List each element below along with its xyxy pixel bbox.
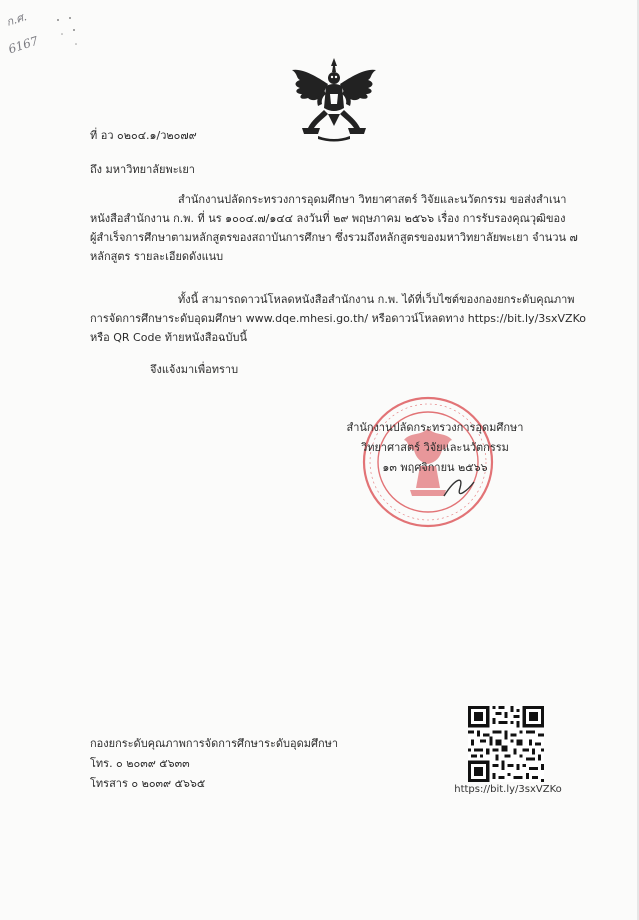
qr-code-link[interactable]: https://bit.ly/3sxVZKo [454, 784, 562, 795]
signature-office-line-1: สำนักงานปลัดกระทรวงการอุดมศึกษา [346, 421, 524, 434]
footer-phone: โทร. ๐ ๒๐๓๙ ๕๖๓๓ [90, 757, 190, 770]
footer-fax: โทรสาร ๐ ๒๐๓๙ ๕๖๖๕ [90, 777, 206, 790]
body-paragraph-1-line-2: หนังสือสำนักงาน ก.พ. ที่ นร ๑๐๐๔.๗/๑๔๔ ลงวันที่ ๒๙ พฤษภาคม ๒๕๖๖ เรื่อง การรับรองคุณวุฒิของ [90, 212, 566, 225]
closing-line: จึงแจ้งมาเพื่อทราบ [150, 363, 239, 376]
body-paragraph-1-line-3: ผู้สำเร็จการศึกษาตามหลักสูตรของสถาบันการศึกษา ซึ่งรวมถึงหลักสูตรของมหาวิทยาลัยพะเยา จำนวน ๗ [90, 231, 578, 244]
signature-date: ๑๓ พฤศจิกายน ๒๕๖๖ [382, 461, 488, 474]
body-paragraph-1-line-4: หลักสูตร รายละเอียดดังแนบ [90, 250, 224, 263]
signature-office-line-2: วิทยาศาสตร์ วิจัยและนวัตกรรม [361, 441, 509, 454]
body-paragraph-2-line-2: การจัดการศึกษาระดับอุดมศึกษา www.dqe.mhesi.go.th/ หรือดาวน์โหลดทาง https://bit.ly/3sxVZKo [90, 312, 586, 325]
body-paragraph-1-line-1: สำนักงานปลัดกระทรวงการอุดมศึกษา วิทยาศาสตร์ วิจัยและนวัตกรรม ขอส่งสำเนา [178, 193, 567, 206]
ink-specks [52, 16, 82, 52]
handwritten-note: ก.ศ. [4, 10, 29, 29]
body-paragraph-2-line-1: ทั้งนี้ สามารถดาวน์โหลดหนังสือสำนักงาน ก.พ. ได้ที่เว็บไซต์ของกองยกระดับคุณภาพ [178, 293, 575, 306]
footer-department: กองยกระดับคุณภาพการจัดการศึกษาระดับอุดมศึกษา [90, 737, 339, 750]
handwritten-number: 6167 [6, 33, 40, 57]
qr-code-icon[interactable] [468, 706, 544, 782]
recipient-line: ถึง มหาวิทยาลัยพะเยา [90, 163, 195, 176]
body-paragraph-2-line-3: หรือ QR Code ท้ายหนังสือฉบับนี้ [90, 331, 248, 344]
garuda-emblem-icon [288, 56, 380, 144]
reference-number: ที่ อว ๐๒๐๔.๑/ว๒๐๗๙ [90, 129, 197, 142]
